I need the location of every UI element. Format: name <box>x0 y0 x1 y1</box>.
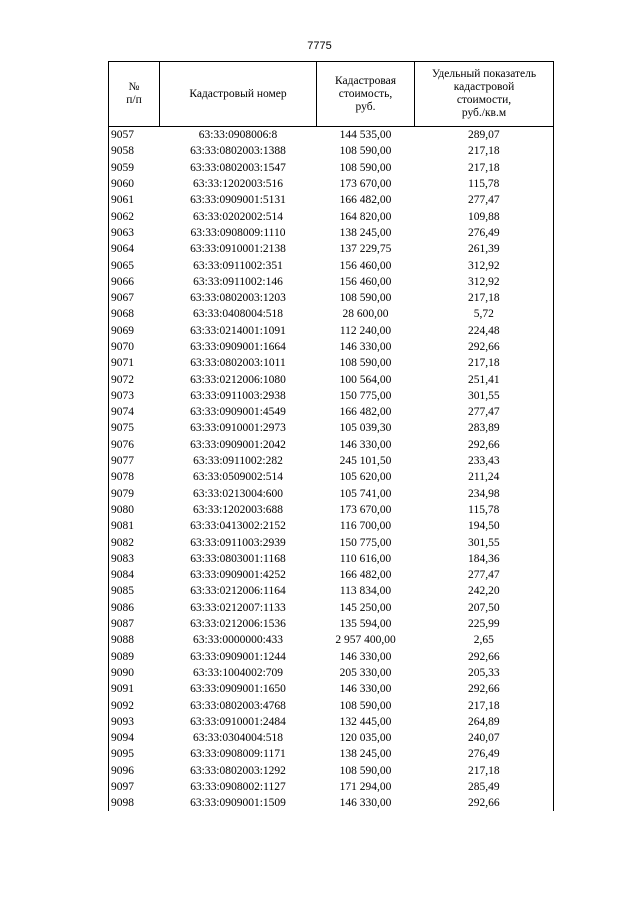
cadastral-cost: 146 330,00 <box>339 341 392 353</box>
cadastral-cost: 105 620,00 <box>339 471 392 484</box>
cadastral-number: 63:33:0212006:1080 <box>190 373 286 386</box>
cadastral-number: 63:33:0509002:514 <box>192 471 284 484</box>
specific-index: 217,18 <box>415 763 554 779</box>
cadastral-cost: 108 590,00 <box>339 357 392 370</box>
cadastral-cost: 28 600,00 <box>342 308 389 321</box>
cadastral-cost: 166 482,00 <box>339 569 392 582</box>
row-number: 9064 <box>109 241 160 257</box>
table-row <box>109 502 554 518</box>
table-row <box>109 681 554 697</box>
specific-index: 240,07 <box>415 730 554 746</box>
cadastral-cost: 138 245,00 <box>339 748 392 761</box>
cadastral-number: 63:33:0911003:2939 <box>190 536 286 549</box>
table-row <box>109 192 554 208</box>
cadastral-number: 63:33:0908009:1110 <box>190 226 286 239</box>
row-number: 9059 <box>109 160 160 176</box>
cadastral-cost: 135 594,00 <box>339 618 392 631</box>
specific-index: 285,49 <box>415 779 554 795</box>
row-number: 9096 <box>109 763 160 779</box>
cadastral-cost: 173 670,00 <box>339 178 392 191</box>
specific-index: 233,43 <box>415 453 554 469</box>
page-number: 7775 <box>307 40 332 52</box>
cadastral-number: 63:33:0909001:5131 <box>190 194 286 207</box>
row-number: 9078 <box>109 469 160 485</box>
row-number: 9062 <box>109 208 160 224</box>
row-number: 9057 <box>109 127 160 144</box>
table-row <box>109 355 554 371</box>
cadastral-number: 63:33:0908009:1171 <box>190 748 286 761</box>
row-number: 9091 <box>109 681 160 697</box>
cadastral-number: 63:33:0910001:2484 <box>190 715 286 728</box>
table-body <box>109 127 554 812</box>
cadastral-value-table <box>108 61 554 811</box>
row-number: 9063 <box>109 225 160 241</box>
header-cadastral-number: Кадастровый номер <box>160 62 317 127</box>
cadastral-number: 63:33:0911002:351 <box>193 259 283 272</box>
cadastral-number: 63:33:0911003:2938 <box>190 389 286 402</box>
cadastral-cost: 150 775,00 <box>339 389 392 402</box>
cadastral-cost: 120 035,00 <box>339 732 392 745</box>
specific-index: 276,49 <box>415 225 554 241</box>
cadastral-cost: 110 616,00 <box>339 552 392 565</box>
cadastral-number: 63:33:0212006:1536 <box>190 618 286 631</box>
row-number: 9092 <box>109 697 160 713</box>
row-number: 9081 <box>109 518 160 534</box>
cadastral-number: 63:33:0909001:1509 <box>190 797 286 810</box>
cadastral-number: 63:33:0909001:1244 <box>190 650 286 663</box>
cadastral-cost: 108 590,00 <box>339 764 392 777</box>
table-row <box>109 697 554 713</box>
table-row <box>109 714 554 730</box>
specific-index: 277,47 <box>415 192 554 208</box>
row-number: 9088 <box>109 632 160 648</box>
table-row <box>109 437 554 453</box>
row-number: 9076 <box>109 437 160 453</box>
row-number: 9093 <box>109 714 160 730</box>
cadastral-number: 63:33:0202002:514 <box>192 210 284 223</box>
table-row <box>109 518 554 534</box>
cadastral-number: 63:33:0304004:518 <box>192 732 284 745</box>
specific-index: 251,41 <box>415 371 554 387</box>
cadastral-number: 63:33:0408004:518 <box>192 308 284 321</box>
row-number: 9098 <box>109 795 160 811</box>
table-row <box>109 225 554 241</box>
specific-index: 217,18 <box>415 160 554 176</box>
table-row <box>109 534 554 550</box>
cadastral-number: 63:33:0803001:1168 <box>190 552 286 565</box>
cadastral-number: 63:33:0802003:1203 <box>190 292 286 305</box>
table-row <box>109 306 554 322</box>
row-number: 9058 <box>109 143 160 159</box>
specific-index: 115,78 <box>415 502 554 518</box>
table-row <box>109 795 554 811</box>
row-number: 9073 <box>109 388 160 404</box>
specific-index: 277,47 <box>415 404 554 420</box>
specific-index: 207,50 <box>415 600 554 616</box>
specific-index: 5,72 <box>415 306 554 322</box>
row-number: 9082 <box>109 534 160 550</box>
specific-index: 276,49 <box>415 746 554 762</box>
row-number: 9083 <box>109 551 160 567</box>
cadastral-number: 63:33:1202003:688 <box>192 503 284 516</box>
row-number: 9067 <box>109 290 160 306</box>
table-row <box>109 160 554 176</box>
header-cadastral-cost: Кадастровая стоимость, руб. <box>317 62 415 127</box>
table-row <box>109 665 554 681</box>
row-number: 9066 <box>109 274 160 290</box>
table-header <box>109 62 554 127</box>
specific-index: 301,55 <box>415 534 554 550</box>
cadastral-cost: 173 670,00 <box>339 503 392 516</box>
row-number: 9070 <box>109 339 160 355</box>
specific-index: 277,47 <box>415 567 554 583</box>
cadastral-number: 63:33:0911002:282 <box>193 455 283 468</box>
cadastral-number: 63:33:0910001:2973 <box>190 422 286 435</box>
row-number: 9071 <box>109 355 160 371</box>
cadastral-number: 63:33:0802003:1388 <box>190 145 286 158</box>
cadastral-number: 63:33:0212007:1133 <box>190 601 286 614</box>
table-row <box>109 632 554 648</box>
cadastral-number: 63:33:1202003:516 <box>192 178 284 191</box>
row-number: 9061 <box>109 192 160 208</box>
cadastral-number: 63:33:0212006:1164 <box>190 585 286 598</box>
specific-index: 292,66 <box>415 681 554 697</box>
specific-index: 283,89 <box>415 420 554 436</box>
table-row <box>109 583 554 599</box>
cadastral-number: 63:33:0911002:146 <box>193 275 283 288</box>
table-row <box>109 779 554 795</box>
table-row <box>109 127 554 144</box>
specific-index: 234,98 <box>415 486 554 502</box>
table-row <box>109 420 554 436</box>
cadastral-cost: 2 957 400,00 <box>335 634 396 647</box>
table-row <box>109 763 554 779</box>
cadastral-cost: 146 330,00 <box>339 797 392 810</box>
table-row <box>109 730 554 746</box>
specific-index: 2,65 <box>415 632 554 648</box>
specific-index: 194,50 <box>415 518 554 534</box>
cadastral-cost: 205 330,00 <box>339 666 392 679</box>
specific-index: 264,89 <box>415 714 554 730</box>
cadastral-cost: 166 482,00 <box>339 194 392 207</box>
specific-index: 211,24 <box>415 469 554 485</box>
cadastral-cost: 108 590,00 <box>339 292 392 305</box>
cadastral-cost: 145 250,00 <box>339 601 392 614</box>
cadastral-cost: 108 590,00 <box>339 161 392 174</box>
row-number: 9075 <box>109 420 160 436</box>
row-number: 9060 <box>109 176 160 192</box>
row-number: 9065 <box>109 257 160 273</box>
table-row <box>109 176 554 192</box>
cadastral-number: 63:33:0909001:4252 <box>190 569 286 582</box>
header-number: № п/п <box>109 62 160 127</box>
cadastral-number: 63:33:0909001:1650 <box>190 683 286 696</box>
table-row <box>109 551 554 567</box>
specific-index: 312,92 <box>415 257 554 273</box>
table-row <box>109 274 554 290</box>
specific-index: 224,48 <box>415 323 554 339</box>
table-row <box>109 290 554 306</box>
row-number: 9085 <box>109 583 160 599</box>
cadastral-cost: 100 564,00 <box>339 373 392 386</box>
cadastral-cost: 108 590,00 <box>339 699 392 712</box>
cadastral-cost: 116 700,00 <box>339 520 392 533</box>
cadastral-number: 63:33:0802003:4768 <box>190 699 286 712</box>
specific-index: 109,88 <box>415 208 554 224</box>
cadastral-number: 63:33:0909001:2042 <box>190 438 286 451</box>
cadastral-number: 63:33:0802003:1011 <box>190 357 286 370</box>
cadastral-cost: 166 482,00 <box>339 406 392 419</box>
table-row <box>109 616 554 632</box>
specific-index: 217,18 <box>415 355 554 371</box>
specific-index: 225,99 <box>415 616 554 632</box>
cadastral-cost: 156 460,00 <box>339 275 392 288</box>
cadastral-cost: 164 820,00 <box>339 210 392 223</box>
row-number: 9080 <box>109 502 160 518</box>
cadastral-cost: 146 330,00 <box>339 650 392 663</box>
row-number: 9089 <box>109 649 160 665</box>
row-number: 9068 <box>109 306 160 322</box>
cadastral-cost: 137 229,75 <box>339 243 392 256</box>
cadastral-number: 63:33:0908006:8 <box>198 129 278 142</box>
cadastral-cost: 150 775,00 <box>339 536 392 549</box>
row-number: 9084 <box>109 567 160 583</box>
table-row <box>109 469 554 485</box>
specific-index: 292,66 <box>415 795 554 811</box>
specific-index: 115,78 <box>415 176 554 192</box>
cadastral-cost: 156 460,00 <box>339 259 392 272</box>
cadastral-cost: 112 240,00 <box>339 324 392 337</box>
row-number: 9079 <box>109 486 160 502</box>
cadastral-cost: 132 445,00 <box>339 715 392 728</box>
cadastral-number: 63:33:0910001:2138 <box>190 243 286 256</box>
table-row <box>109 208 554 224</box>
specific-index: 289,07 <box>415 127 554 144</box>
table-row <box>109 388 554 404</box>
cadastral-cost: 138 245,00 <box>339 226 392 239</box>
cadastral-number: 63:33:0413002:2152 <box>190 520 286 533</box>
cadastral-cost: 105 741,00 <box>339 487 392 500</box>
row-number: 9097 <box>109 779 160 795</box>
cadastral-number: 63:33:1004002:709 <box>192 666 284 679</box>
table-row <box>109 323 554 339</box>
cadastral-cost: 171 294,00 <box>339 781 392 794</box>
cadastral-cost: 146 330,00 <box>339 683 392 696</box>
specific-index: 292,66 <box>415 649 554 665</box>
header-row <box>109 62 554 127</box>
specific-index: 217,18 <box>415 143 554 159</box>
table-row <box>109 600 554 616</box>
cadastral-number: 63:33:0908002:1127 <box>190 781 286 794</box>
cadastral-cost: 108 590,00 <box>339 145 392 158</box>
table-row <box>109 241 554 257</box>
row-number: 9095 <box>109 746 160 762</box>
specific-index: 184,36 <box>415 551 554 567</box>
cadastral-number: 63:33:0000000:433 <box>192 634 284 647</box>
row-number: 9094 <box>109 730 160 746</box>
cadastral-number: 63:33:0802003:1547 <box>190 161 286 174</box>
cadastral-cost: 245 101,50 <box>339 455 392 468</box>
specific-index: 261,39 <box>415 241 554 257</box>
specific-index: 217,18 <box>415 697 554 713</box>
table-row <box>109 649 554 665</box>
specific-index: 242,20 <box>415 583 554 599</box>
table-row <box>109 404 554 420</box>
table-row <box>109 746 554 762</box>
row-number: 9072 <box>109 371 160 387</box>
table-row <box>109 257 554 273</box>
cadastral-number: 63:33:0909001:1664 <box>190 341 286 353</box>
table-row <box>109 453 554 469</box>
specific-index: 292,66 <box>415 437 554 453</box>
specific-index: 217,18 <box>415 290 554 306</box>
cadastral-cost: 105 039,30 <box>339 422 392 435</box>
row-number: 9069 <box>109 323 160 339</box>
table-row <box>109 567 554 583</box>
cadastral-cost: 146 330,00 <box>339 438 392 451</box>
table-row <box>109 339 554 355</box>
specific-index: 301,55 <box>415 388 554 404</box>
row-number: 9077 <box>109 453 160 469</box>
cadastral-number: 63:33:0213004:600 <box>192 487 284 500</box>
cadastral-cost: 144 535,00 <box>339 129 392 142</box>
cadastral-number: 63:33:0214001:1091 <box>190 324 286 337</box>
cadastral-number: 63:33:0802003:1292 <box>190 764 286 777</box>
row-number: 9074 <box>109 404 160 420</box>
cadastral-cost: 113 834,00 <box>339 585 392 598</box>
row-number: 9086 <box>109 600 160 616</box>
specific-index: 292,66 <box>415 339 554 355</box>
cadastral-number: 63:33:0909001:4549 <box>190 406 286 419</box>
specific-index: 205,33 <box>415 665 554 681</box>
table-row <box>109 143 554 159</box>
header-specific-index: Удельный показатель кадастровой стоимости, руб./кв.м <box>415 62 554 127</box>
row-number: 9087 <box>109 616 160 632</box>
table-row <box>109 486 554 502</box>
table-row <box>109 371 554 387</box>
row-number: 9090 <box>109 665 160 681</box>
specific-index: 312,92 <box>415 274 554 290</box>
